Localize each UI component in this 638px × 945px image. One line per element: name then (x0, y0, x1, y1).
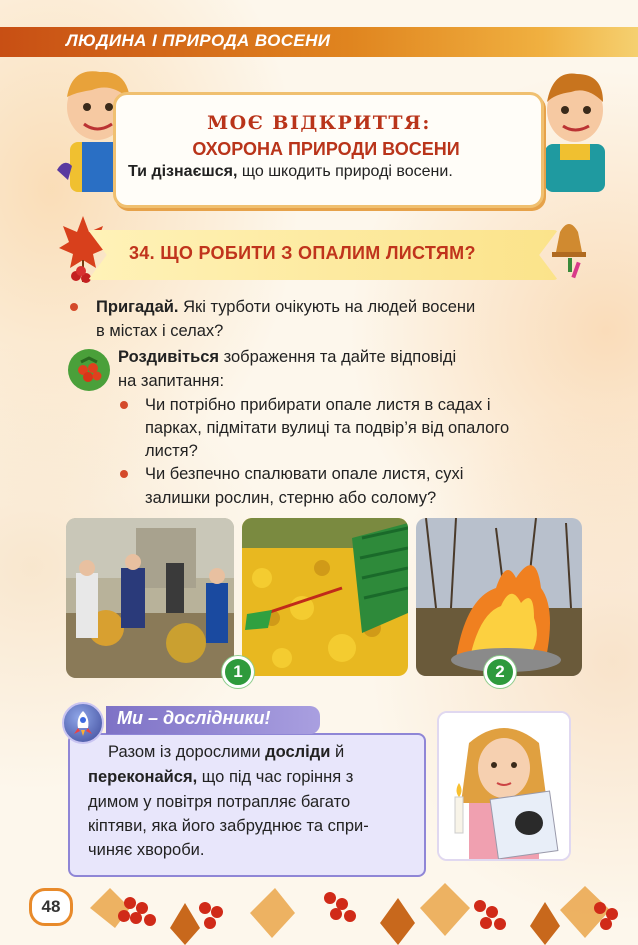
question-1-line-1: Чи потрібно прибирати опале листя в садах і (145, 396, 491, 414)
question-2-line-2: залишки рослин, стерню або солому? (145, 489, 437, 507)
section-title: 34. ЩО РОБИТИ З ОПАЛИМ ЛИСТЯМ? (129, 243, 476, 263)
research-line-4: кіптяви, яка його забруднює та спри- (88, 817, 369, 835)
school-bell-icon (548, 212, 590, 282)
recall-bold: Пригадай. (96, 298, 179, 316)
page-number: 48 (29, 888, 73, 926)
rowan-berries-icon (67, 348, 111, 392)
research-line-2 (88, 768, 418, 787)
bullet-icon (120, 401, 128, 409)
research-line-1-post: й (330, 743, 345, 761)
bullet-icon (70, 303, 78, 311)
photo-cleaning-leaves (66, 518, 234, 678)
rocket-icon (62, 702, 104, 744)
photo-burning-leaves (416, 518, 582, 676)
photo-park-leaves (242, 518, 408, 676)
research-line-5: чиняє хвороби. (88, 841, 205, 859)
research-line-1-bold: досліди (265, 743, 331, 761)
discovery-note-rest: що шкодить природі восени. (237, 163, 453, 180)
discovery-note (128, 163, 453, 181)
discovery-subtitle: ОХОРОНА ПРИРОДИ ВОСЕНИ (192, 139, 460, 159)
bottom-leaves-decoration (0, 868, 638, 945)
discovery-note-bold: Ти дізнаєшся, (128, 163, 238, 180)
look-line-1 (118, 345, 456, 369)
look-text-1: зображення та дайте відповіді (219, 348, 457, 366)
photo-badge-2: 2 (484, 656, 516, 688)
look-bold: Роздивіться (118, 348, 220, 366)
research-line-1 (108, 743, 418, 762)
recall-line-1 (96, 295, 475, 319)
look-line-2: на запитання: (118, 372, 225, 390)
research-line-2-bold: переконайся, (88, 768, 198, 786)
research-line-2-post: що під час горіння з (197, 768, 354, 786)
recall-text-1: Які турботи очікують на людей восени (178, 298, 476, 316)
discovery-title: МОЄ ВІДКРИТТЯ: (207, 112, 431, 134)
girl-candle-illustration (437, 711, 571, 861)
question-1-line-3: листя? (145, 442, 198, 460)
chapter-title: ЛЮДИНА І ПРИРОДА ВОСЕНИ (66, 31, 331, 50)
recall-line-2: в містах і селах? (96, 322, 224, 340)
question-2-line-1: Чи безпечно спалювати опале листя, сухі (145, 465, 464, 483)
research-label: Ми – дослідники! (117, 708, 271, 728)
research-line-3: димом у повітря потрапляє багато (88, 793, 351, 811)
question-1-line-2: парках, підмітати вулиці та подвір’я від опалого (145, 419, 510, 437)
bullet-icon (120, 470, 128, 478)
photo-badge-1: 1 (222, 656, 254, 688)
research-line-1-pre: Разом із дорослими (108, 743, 266, 761)
